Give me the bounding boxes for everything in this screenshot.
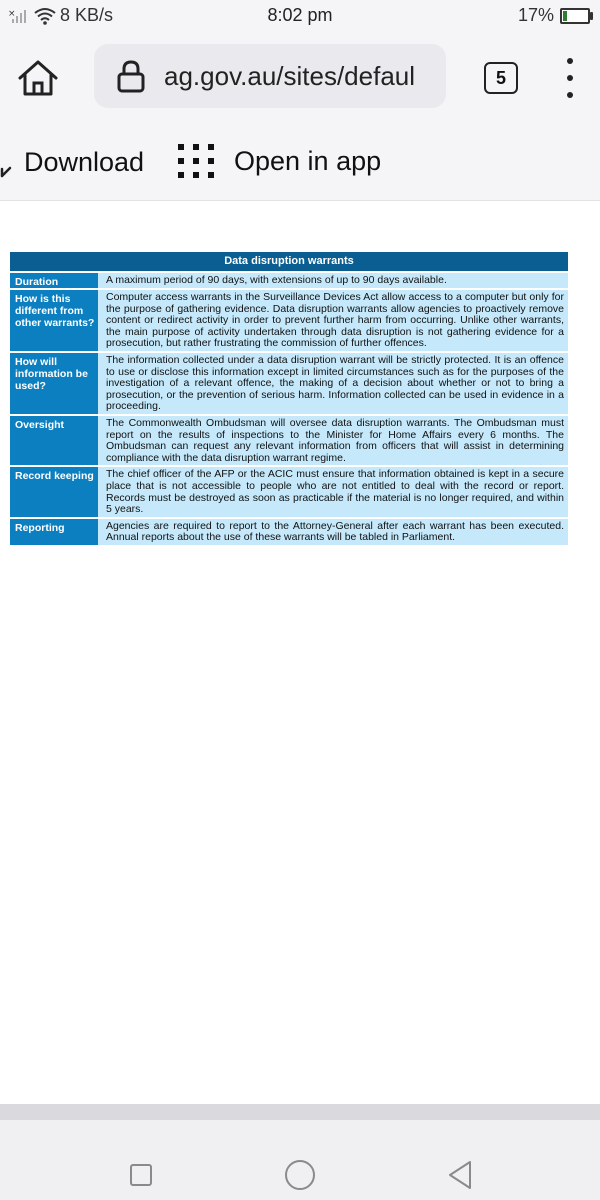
table-row xyxy=(10,517,568,545)
tab-switcher-button[interactable]: 5 xyxy=(484,62,518,94)
home-nav-icon[interactable] xyxy=(285,1160,315,1190)
row-key: How will information be used? xyxy=(10,353,98,414)
open-in-app-button[interactable] xyxy=(178,144,381,178)
status-bar xyxy=(0,0,600,32)
row-key: Reporting xyxy=(10,519,98,545)
open-in-app-label: Open in app xyxy=(234,145,382,176)
table-row xyxy=(10,288,568,351)
row-key: Oversight xyxy=(10,416,98,465)
download-icon xyxy=(0,144,12,180)
address-bar[interactable] xyxy=(94,44,446,108)
battery-percent: 17% xyxy=(517,5,554,25)
recents-icon[interactable] xyxy=(130,1164,152,1186)
row-value: The chief officer of the AFP or the ACIC must ensure that information obtained is kept in a secure place that is not accessible to people who are not entitled to deal with the record or report. Records must be destroyed as soon as practicable if the material is no longer required, and within 5 years. xyxy=(98,467,568,516)
row-value: Computer access warrants in the Surveillance Devices Act allow access to a computer but only for the purpose of gathering evidence. Data disruption warrants allow agencies to proactively remove content or redirect activity in order to prevent further harm from occurring. Unlike other warrants, the main purpose of activity undertaken through data disruption is not gathering evidence for a prosecution, but rather frustrating the commission of further offences. xyxy=(98,290,568,351)
status-right xyxy=(518,5,590,26)
back-icon[interactable] xyxy=(446,1160,474,1190)
table-row xyxy=(10,271,568,288)
svg-text:×: × xyxy=(8,8,16,19)
table-row xyxy=(10,465,568,516)
home-button[interactable] xyxy=(16,56,60,100)
download-label: Download xyxy=(24,146,145,177)
url-text[interactable]: ag.gov.au/sites/defaul xyxy=(164,60,416,91)
clock: 8:02 pm xyxy=(267,5,333,25)
row-key: How is this different from other warrants? xyxy=(10,290,98,351)
net-speed: 8 KB/s xyxy=(60,5,114,25)
row-value: A maximum period of 90 days, with extensions of up to 90 days available. xyxy=(98,273,568,288)
row-value: The Commonwealth Ombudsman will oversee data disruption warrants. The Ombudsman must report on the results of inspections to the Minister for Home Affairs every 6 months. The Ombudsman can request any relevant information from officers that will assist in determining compliance with the data disruption warrant regime. xyxy=(98,416,568,465)
row-value: The information collected under a data disruption warrant will be strictly protected. It is an offence to use or disclose this information except in limited circumstances such as for the purposes of the investigation of a relevant offence, the making of a decision about whether or not to bring a prosecution, or the prevention of serious harm. Information collected can be used in evidence in a proceeding. xyxy=(98,353,568,414)
system-nav-bar xyxy=(0,1104,600,1200)
row-value: Agencies are required to report to the Attorney-General after each warrant has been executed. Annual reports about the use of these warrants will be tabled in Parliament. xyxy=(98,519,568,545)
download-button[interactable] xyxy=(0,144,144,180)
browser-toolbar xyxy=(0,32,600,124)
lock-icon xyxy=(114,59,148,93)
overflow-menu-icon[interactable] xyxy=(560,58,580,98)
table-title: Data disruption warrants xyxy=(10,252,568,271)
row-key: Record keeping xyxy=(10,467,98,516)
row-key: Duration xyxy=(10,273,98,288)
table-row xyxy=(10,351,568,414)
home-icon xyxy=(16,58,60,98)
apps-grid-icon xyxy=(178,144,214,178)
document-action-bar xyxy=(0,124,600,201)
table-row xyxy=(10,414,568,465)
battery-icon xyxy=(560,8,590,24)
warrants-table xyxy=(10,252,568,545)
